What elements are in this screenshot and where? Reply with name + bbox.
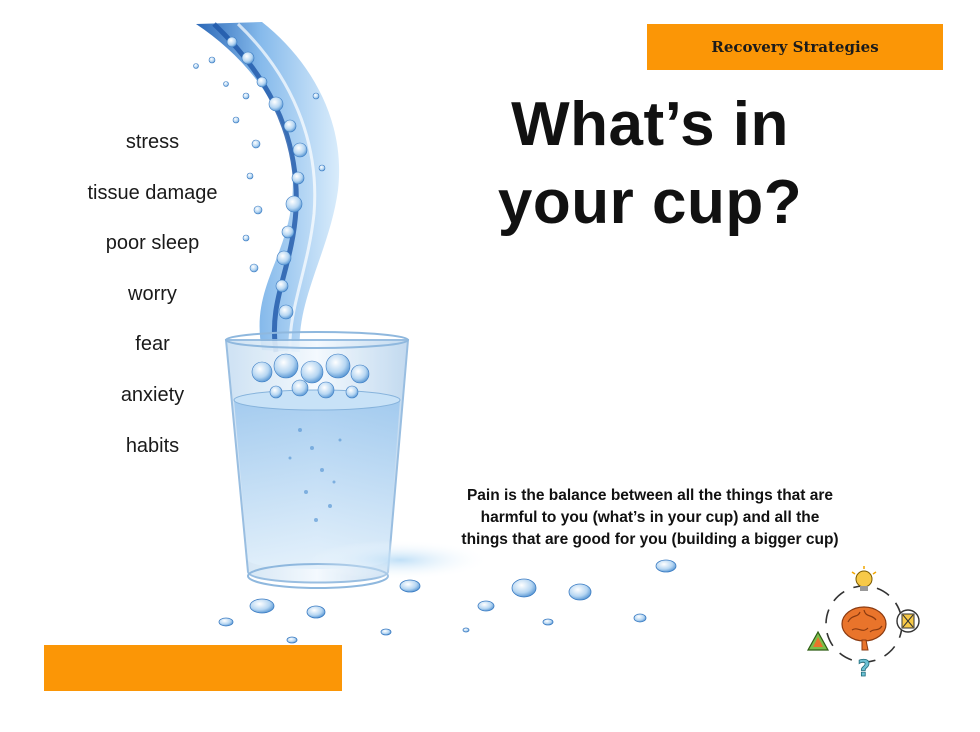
- hourglass-speech-icon: [897, 610, 919, 632]
- footer-banner: [44, 645, 342, 691]
- balance-note: [440, 485, 860, 551]
- recovery-icon-cluster: [804, 566, 924, 681]
- question-mark-icon: [858, 657, 871, 681]
- slide-title-line-1: What’s in: [511, 90, 789, 159]
- slide-title-line-2: your cup?: [497, 168, 803, 237]
- cup-item: stress: [125, 131, 180, 153]
- cup-item: habits: [125, 434, 180, 457]
- cup-item: poor sleep: [105, 232, 200, 255]
- section-banner-label: Recovery Strategies: [711, 38, 879, 56]
- cup-item: fear: [135, 333, 170, 356]
- cup-item: worry: [128, 282, 177, 305]
- cup-item: tissue damage: [87, 181, 218, 204]
- balance-note-line-2: harmful to you (what’s in your cup) and all the: [480, 509, 820, 526]
- cup-items-list: [60, 128, 245, 482]
- cup-item: anxiety: [120, 383, 185, 406]
- svg-text:?: ?: [857, 657, 871, 681]
- hazard-triangle-icon: [808, 632, 828, 650]
- balance-note-line-3: things that are good for you (building a bigger cup): [461, 531, 839, 548]
- balance-note-line-1: Pain is the balance between all the things that are: [466, 487, 834, 504]
- brain-icon: [842, 607, 886, 650]
